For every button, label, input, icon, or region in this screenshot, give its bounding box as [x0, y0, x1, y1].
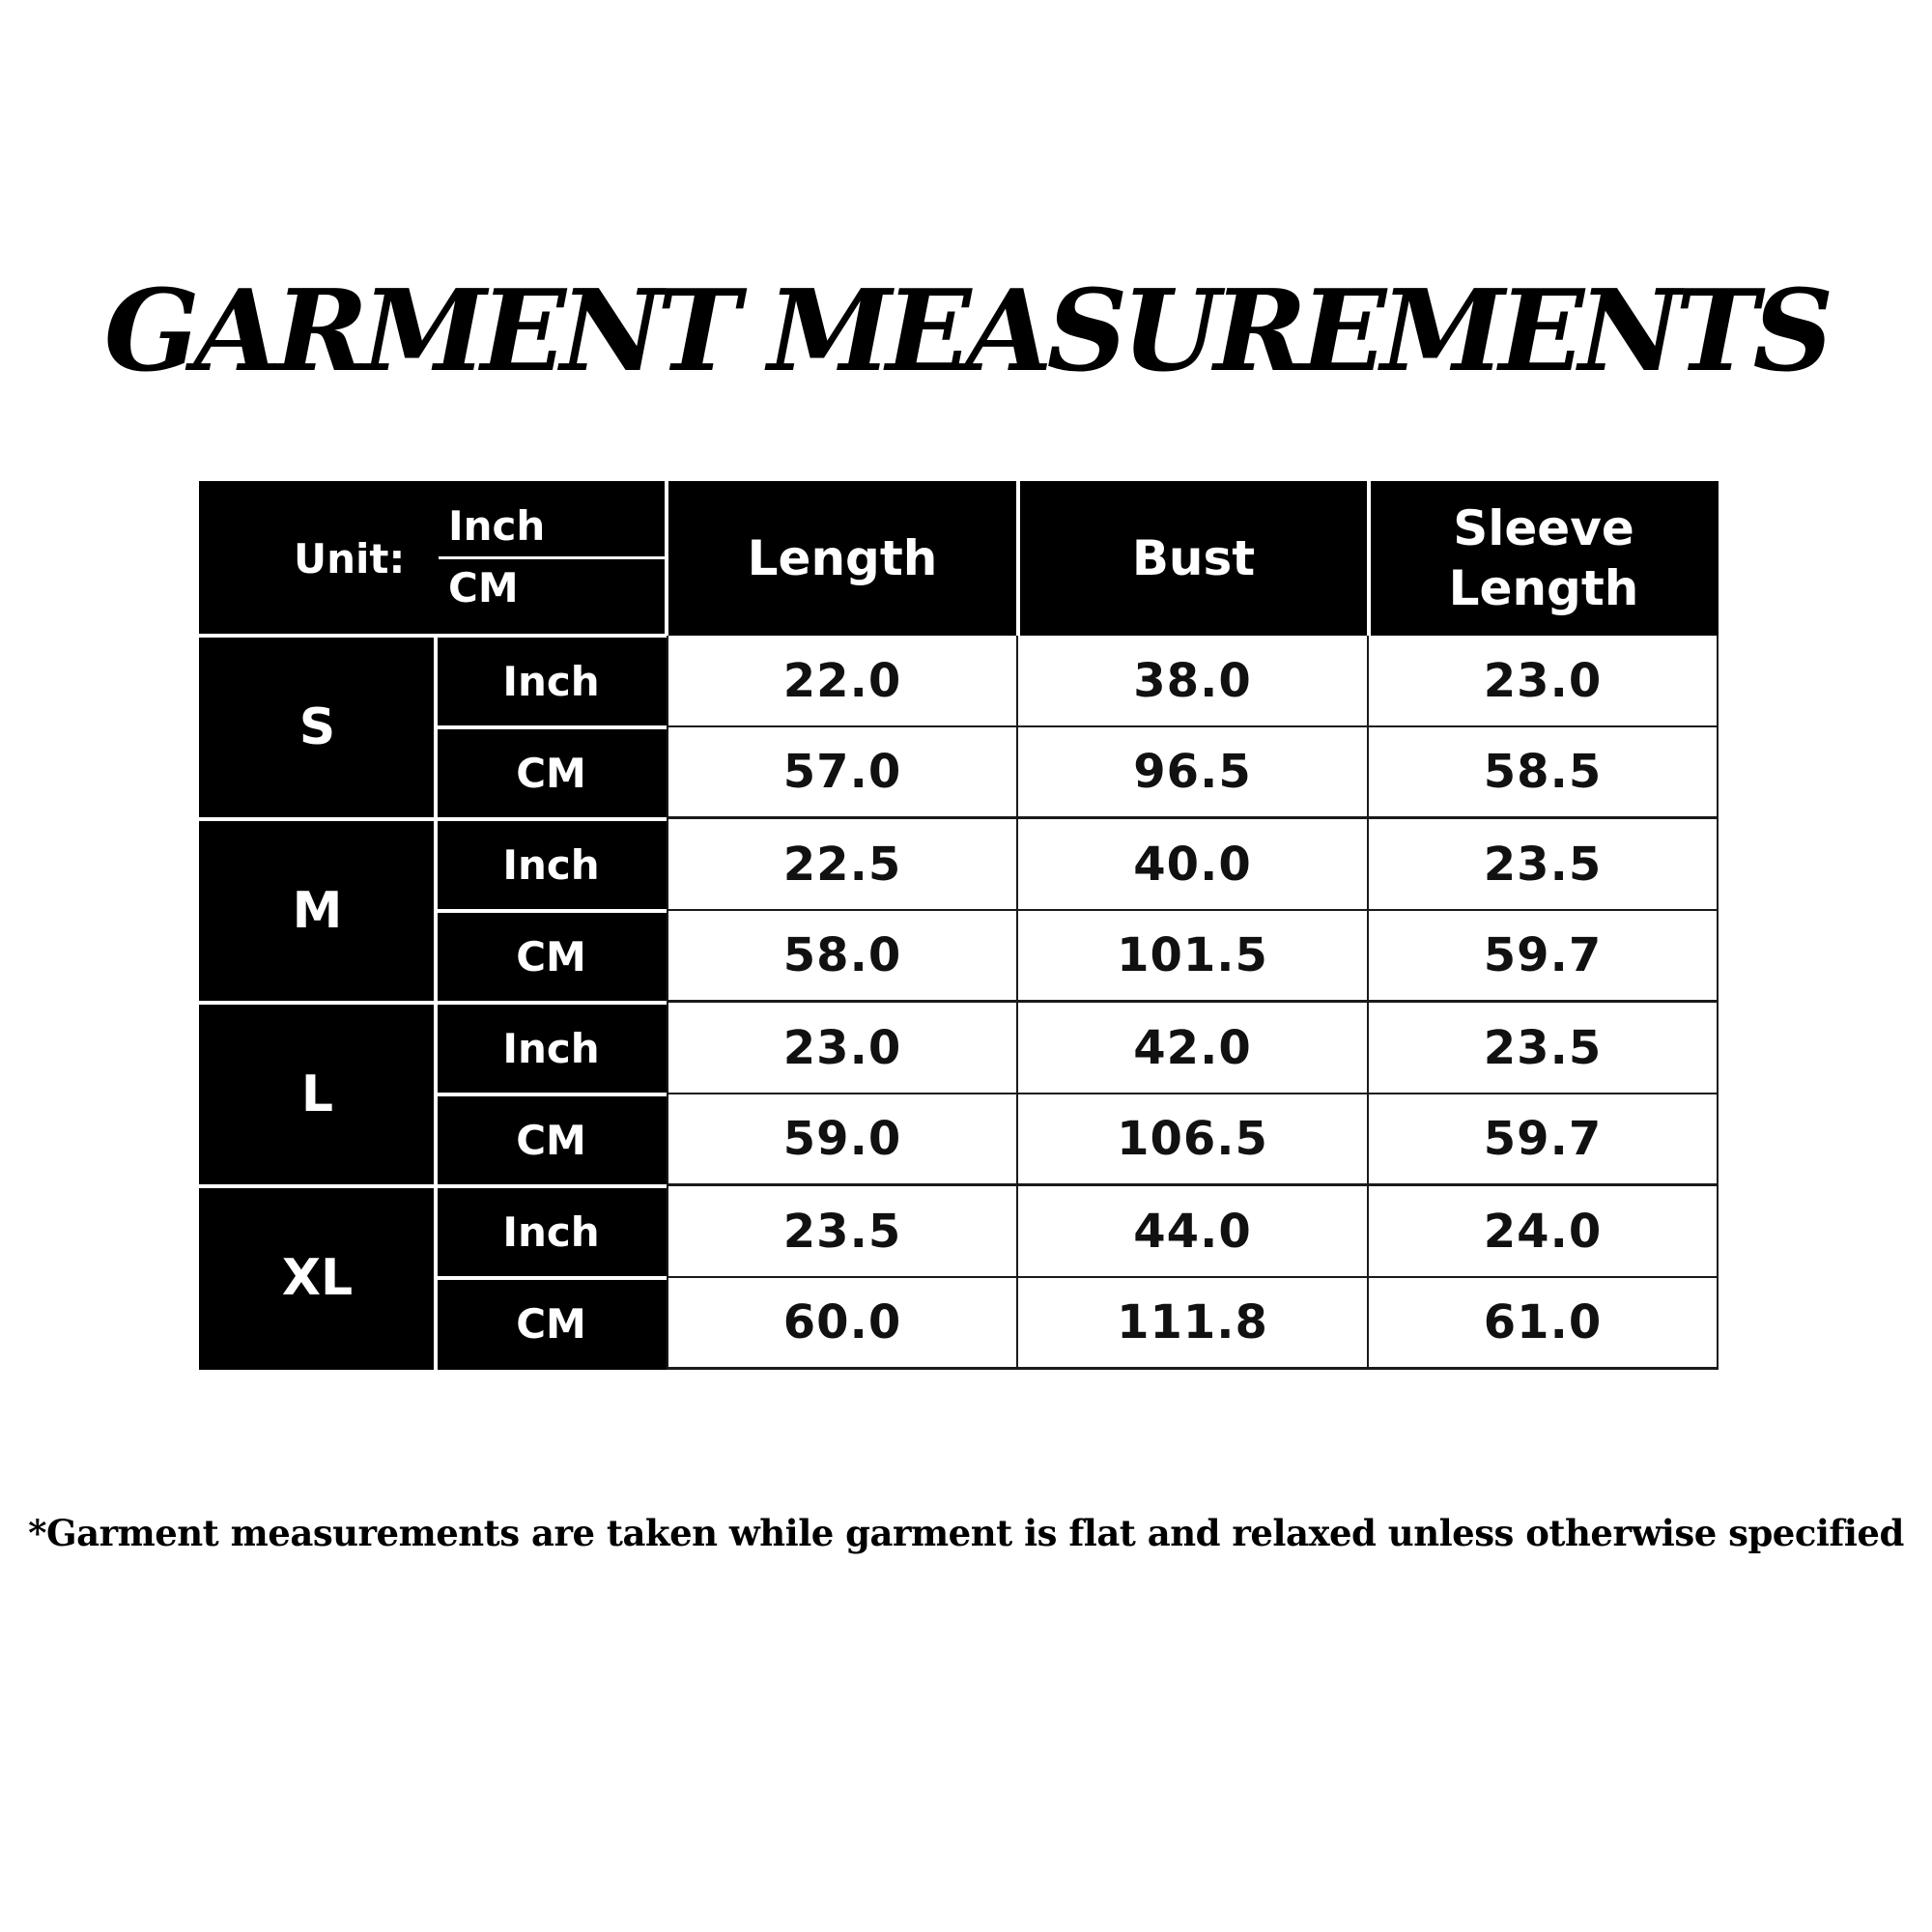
- column-header-bust: Bust: [1018, 481, 1369, 636]
- size-s-inch-bust: 38.0: [1018, 636, 1369, 727]
- cell-separator: [1016, 481, 1020, 636]
- size-s-cm-length: 57.0: [667, 727, 1018, 819]
- size-l-label: L: [199, 1003, 436, 1186]
- cell-separator: [199, 1184, 667, 1188]
- size-l-cm-bust: 106.5: [1018, 1094, 1369, 1186]
- size-xl-cm-sleeve-length: 61.0: [1369, 1278, 1719, 1370]
- size-m-label: M: [199, 819, 436, 1003]
- size-l-cm-sleeve-length: 59.7: [1369, 1094, 1719, 1186]
- size-m-cm-bust: 101.5: [1018, 911, 1369, 1003]
- size-s-inch-length: 22.0: [667, 636, 1018, 727]
- size-s-cm-sleeve-length: 58.5: [1369, 727, 1719, 819]
- size-xl-cm-bust: 111.8: [1018, 1278, 1369, 1370]
- size-xl-inch-unit: Inch: [436, 1186, 667, 1278]
- unit-divider: [439, 556, 667, 559]
- size-m-inch-bust: 40.0: [1018, 819, 1369, 911]
- size-l-cm-unit: CM: [436, 1094, 667, 1186]
- unit-cm-label: CM: [448, 564, 519, 611]
- size-l-inch-length: 23.0: [667, 1003, 1018, 1094]
- cell-separator: [436, 1093, 667, 1096]
- size-chart-table: [199, 481, 1719, 1369]
- size-m-cm-sleeve-length: 59.7: [1369, 911, 1719, 1003]
- size-s-label: S: [199, 636, 436, 819]
- cell-separator: [199, 634, 667, 638]
- size-l-cm-length: 59.0: [667, 1094, 1018, 1186]
- size-m-inch-sleeve-length: 23.5: [1369, 819, 1719, 911]
- size-m-cm-unit: CM: [436, 911, 667, 1003]
- cell-separator: [1367, 481, 1371, 636]
- cell-separator: [199, 817, 667, 821]
- page-title: GARMENT MEASUREMENTS: [103, 266, 1829, 397]
- size-xl-cm-length: 60.0: [667, 1278, 1018, 1370]
- size-s-inch-sleeve-length: 23.0: [1369, 636, 1719, 727]
- size-xl-inch-bust: 44.0: [1018, 1186, 1369, 1278]
- cell-separator: [199, 1001, 667, 1005]
- cell-separator: [436, 1276, 667, 1280]
- cell-separator: [436, 909, 667, 913]
- cell-separator: [665, 481, 668, 636]
- size-s-cm-bust: 96.5: [1018, 727, 1369, 819]
- size-l-inch-bust: 42.0: [1018, 1003, 1369, 1094]
- unit-header-cell: [199, 481, 667, 636]
- size-m-inch-length: 22.5: [667, 819, 1018, 911]
- size-l-inch-unit: Inch: [436, 1003, 667, 1094]
- size-s-inch-unit: Inch: [436, 636, 667, 727]
- footnote: *Garment measurements are taken while garment is flat and relaxed unless otherwise specified: [28, 1512, 1904, 1554]
- size-xl-label: XL: [199, 1186, 436, 1370]
- unit-inch-label: Inch: [448, 502, 546, 550]
- size-xl-inch-length: 23.5: [667, 1186, 1018, 1278]
- size-m-inch-unit: Inch: [436, 819, 667, 911]
- size-xl-inch-sleeve-length: 24.0: [1369, 1186, 1719, 1278]
- size-s-cm-unit: CM: [436, 727, 667, 819]
- size-xl-cm-unit: CM: [436, 1278, 667, 1370]
- size-m-cm-length: 58.0: [667, 911, 1018, 1003]
- column-header-length: Length: [667, 481, 1018, 636]
- cell-separator: [436, 725, 667, 729]
- unit-label: Unit:: [294, 535, 406, 582]
- column-header-sleeve-length: Sleeve Length: [1369, 481, 1719, 636]
- size-l-inch-sleeve-length: 23.5: [1369, 1003, 1719, 1094]
